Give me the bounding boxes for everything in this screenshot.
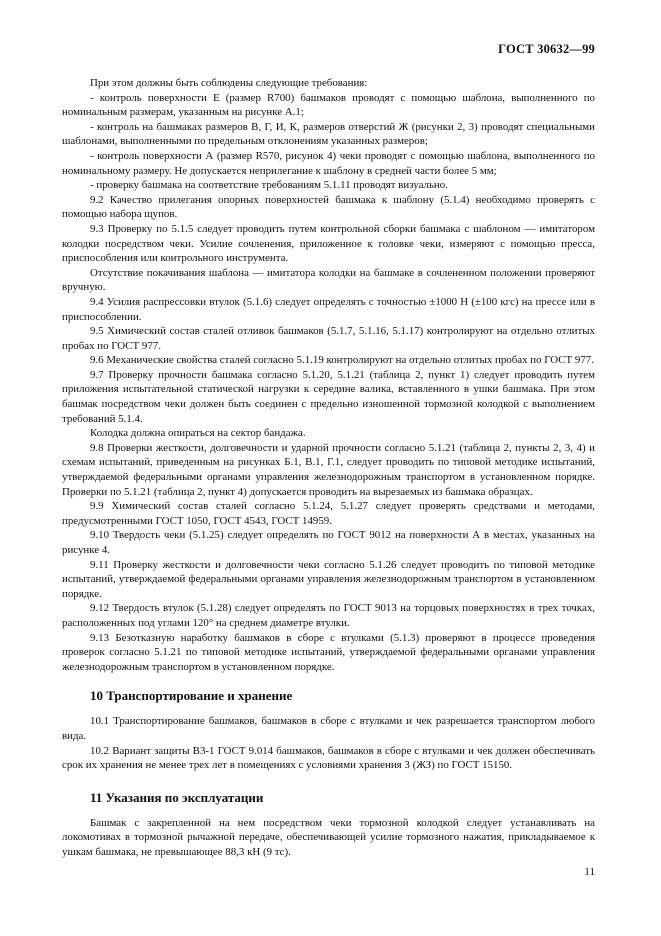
paragraph: - контроль на башмаках размеров В, Г, И, К, размеров отверстий Ж (рисунки 2, 3) проводят специальными шаблонами, выполненными по предельным отклонениям указанных размеров; [62, 120, 595, 148]
paragraph: 9.5 Химический состав сталей отливок башмаков (5.1.7, 5.1.16, 5.1.17) контролируют на отдельно отлитых пробах по ГОСТ 977. [62, 325, 595, 352]
document-id: ГОСТ 30632—99 [498, 42, 595, 56]
paragraph: 10.1 Транспортирование башмаков, башмаков в сборе с втулками и чек разрешается транспортом любого вида. [62, 715, 595, 742]
page-number: 11 [584, 866, 595, 879]
paragraph: 9.11 Проверку жесткости и долговечности чеки согласно 5.1.26 следует проводить по типовой методике испытаний, утверждаемой федеральными органами управления железнодорожным транспортом в установленном порядке. [62, 558, 595, 600]
paragraph: 9.8 Проверки жесткости, долговечности и ударной прочности согласно 5.1.21 (таблица 2, пункты 2, 3, 4) и схемам испытаний, приведенным на рисунках Б.1, В.1, Г.1, следует проводить по типовой методике испытаний, утверждаемой федеральными органами управления железнодорожным транспортом в установленном порядке. Проверки по 5.1.21 (таблица 2, пункт 4) допускается проводить на вырезаемых из башмака образцах. [62, 441, 595, 498]
paragraph: Отсутствие покачивания шаблона — имитатора колодки на башмаке в сочлененном положении проверяют вручную. [62, 266, 595, 294]
paragraph: 9.13 Безотказную наработку башмаков в сборе с втулками (5.1.3) проверяют в процессе проведения проверок согласно 5.1.21 по типовой методике испытаний, утверждаемой федеральными органами управления железнодорожным транспортом в установленном порядке. [62, 631, 595, 673]
paragraph: 9.3 Проверку по 5.1.5 следует проводить путем контрольной сборки башмака с шаблоном — имитатором колодки посредством чеки. Усилие сочленения, приложенное к головке чеки, измеряют с помощью пресса, приспособления или контрольного инструмента. [62, 222, 595, 265]
paragraph: 9.6 Механические свойства сталей согласно 5.1.19 контролируют на отдельно отлитых пробах по ГОСТ 977. [90, 354, 594, 367]
section-11-heading: 11 Указания по эксплуатации [90, 789, 264, 805]
document-body [62, 76, 595, 860]
paragraph: 9.7 Проверку прочности башмака согласно 5.1.20, 5.1.21 (таблица 2, пункт 1) следует проводить путем приложения испытательной статической нагрузки к середине валика, вставленного в ушки башмака. При этом башмак посредством чеки должен быть соединен с предельно изношенной тормозной колодкой с выполнением требований 5.1.4. [62, 368, 595, 425]
paragraph: При этом должны быть соблюдены следующие требования: [90, 77, 368, 89]
paragraph: 9.10 Твердость чеки (5.1.25) следует определять по ГОСТ 9012 на поверхности А в местах, указанных на рисунке 4. [62, 529, 595, 556]
paragraph: Башмак с закрепленной на нем посредством чеки тормозной колодкой следует устанавливать на локомотивах в тормозной рычажной передаче, обеспечивающей усилие тормозного нажатия, прикладываемое к ушкам башмака, не превышающее 88,3 кН (9 тс). [62, 816, 595, 858]
paragraph: 10.2 Вариант защиты В3-1 ГОСТ 9.014 башмаков, башмаков в сборе с втулками и чек должен обеспечивать срок их хранения не менее трех лет в помещениях с условиями хранения 3 (ЖЗ) по ГОСТ 15150. [62, 744, 595, 772]
paragraph: - контроль поверхности Е (размер R700) башмаков проводят с помощью шаблона, выполненного по номинальным размерам, указанным на рисунке А.1; [62, 91, 595, 119]
paragraph: Колодка должна опираться на сектор бандажа. [90, 427, 306, 440]
paragraph: 9.2 Качество прилегания опорных поверхностей башмака к шаблону (5.1.4) необходимо проверять с помощью набора щупов. [62, 193, 595, 221]
paragraph: 9.9 Химический состав сталей согласно 5.1.24, 5.1.27 следует проверять средствами и методами, предусмотренными ГОСТ 1050, ГОСТ 4543, ГОСТ 14959. [62, 500, 595, 527]
section-10-heading: 10 Транспортирование и хранение [90, 688, 293, 704]
paragraph: 9.12 Твердость втулок (5.1.28) следует определять по ГОСТ 9013 на торцовых поверхностях в трех точках, расположенных под углами 120° на среднем диаметре втулки. [62, 602, 595, 629]
paragraph: 9.4 Усилия распрессовки втулок (5.1.6) следует определять с точностью ±1000 Н (±100 кгс) на прессе или в приспособлении. [62, 295, 595, 323]
paragraph: - проверку башмака на соответствие требованиям 5.1.11 проводят визуально. [90, 179, 448, 192]
paragraph: - контроль поверхности А (размер R570, рисунок 4) чеки проводят с помощью шаблона, выполненного по номинальному размеру. Не допускается неприлегание к шаблону в средней части более 5 мм; [62, 149, 595, 177]
